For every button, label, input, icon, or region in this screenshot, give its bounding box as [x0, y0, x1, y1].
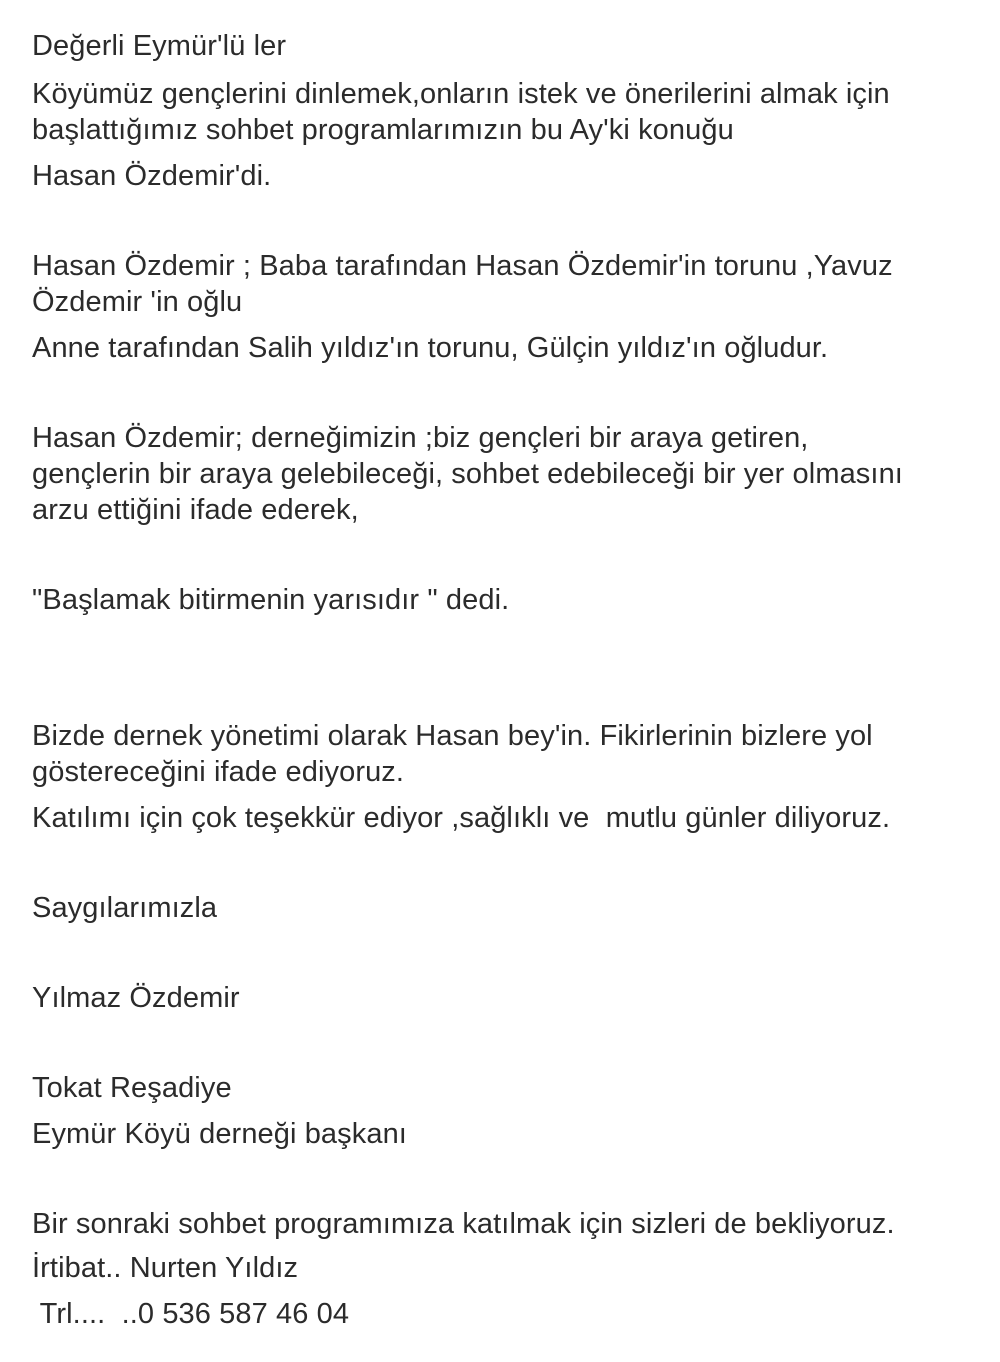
regards-line: Saygılarımızla — [32, 892, 218, 924]
wish-line-1: Hasan Özdemir; derneğimizin ;biz gençleri bir araya getiren, — [32, 422, 809, 454]
location-line: Tokat Reşadiye — [32, 1072, 232, 1104]
intro-line-1: Köyümüz gençlerini dinlemek,onların istek ve önerilerini almak için — [32, 78, 890, 110]
family-line-1: Hasan Özdemir ; Baba tarafından Hasan Özdemir'in torunu ,Yavuz — [32, 250, 893, 282]
phone-line: Trl.... ..0 536 587 46 04 — [32, 1298, 350, 1330]
greeting-line: Değerli Eymür'lü ler — [32, 30, 287, 62]
invitation-line: Bir sonraki sohbet programımıza katılmak için sizleri de bekliyoruz. — [32, 1208, 895, 1240]
closing-line-2: göstereceğini ifade ediyoruz. — [32, 756, 405, 788]
role-line: Eymür Köyü derneği başkanı — [32, 1118, 407, 1150]
family-line-3: Anne tarafından Salih yıldız'ın torunu, Gülçin yıldız'ın oğludur. — [32, 332, 829, 364]
signature-name: Yılmaz Özdemir — [32, 982, 240, 1014]
quote-line: "Başlamak bitirmenin yarısıdır " dedi. — [32, 584, 510, 616]
closing-line-3: Katılımı için çok teşekkür ediyor ,sağlıklı ve mutlu günler diliyoruz. — [32, 802, 891, 834]
wish-line-3: arzu ettiğini ifade ederek, — [32, 494, 359, 526]
contact-line: İrtibat.. Nurten Yıldız — [32, 1252, 299, 1284]
closing-line-1: Bizde dernek yönetimi olarak Hasan bey'in. Fikirlerinin bizlere yol — [32, 720, 873, 752]
wish-line-2: gençlerin bir araya gelebileceği, sohbet edebileceği bir yer olmasını — [32, 458, 903, 490]
intro-line-3: Hasan Özdemir'di. — [32, 160, 272, 192]
intro-line-2: başlattığımız sohbet programlarımızın bu Ay'ki konuğu — [32, 114, 734, 146]
family-line-2: Özdemir 'in oğlu — [32, 286, 243, 318]
